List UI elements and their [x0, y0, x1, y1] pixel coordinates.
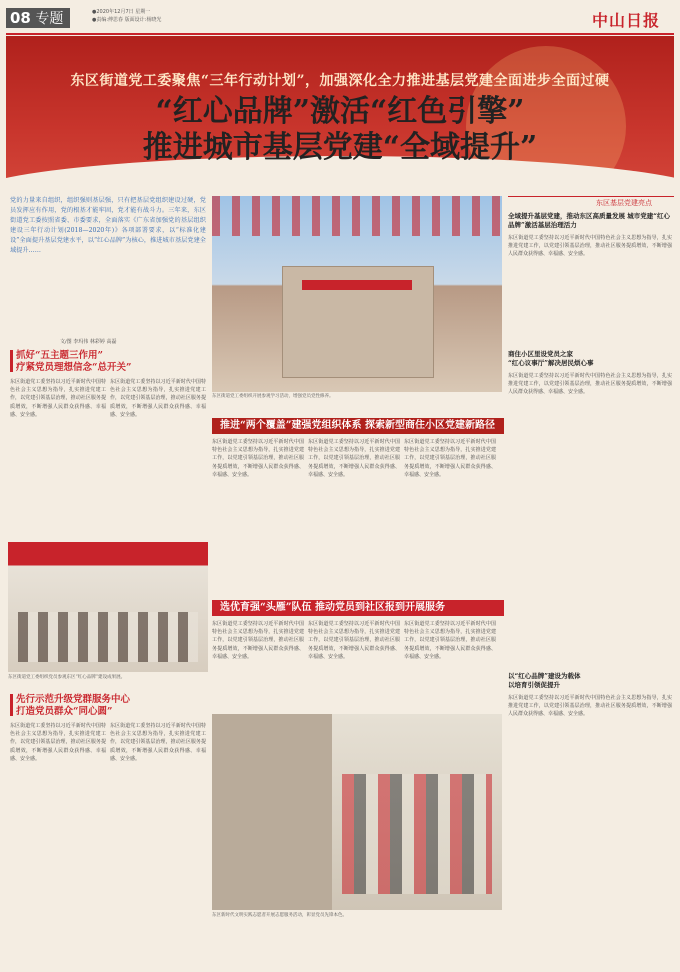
- section-name: 专题: [35, 11, 64, 27]
- page-number-badge: [6, 8, 70, 28]
- date-line: ●2020年12月7日 星期一: [92, 9, 151, 15]
- header-rule: [6, 33, 674, 35]
- sidebar-item2-line2: “红心议事厅”解决居民烦心事: [508, 359, 594, 367]
- photo-caption-1: 东区街道党工委组织开展参观学习活动，增强党员党性修养。: [212, 394, 334, 399]
- section4-title-line1: 先行示范升级党群服务中心: [16, 694, 131, 705]
- section2-text-b: 东区街道党工委坚持以习近平新时代中国特色社会主义思想为指导，扎实推进党建工作，以党建引领基层治理，推动社区服务提质增效，不断增强人民群众获得感、幸福感、安全感。: [308, 439, 400, 478]
- section1-text-b: 东区街道党工委坚持以习近平新时代中国特色社会主义思想为指导，扎实推进党建工作，以党建引领基层治理，推动社区服务提质增效，不断增强人民群众获得感、幸福感、安全感。: [110, 379, 206, 418]
- section2-title-line1: 推进“两个覆盖”建强党组织体系: [220, 420, 362, 431]
- page-number: 08: [10, 9, 31, 27]
- building-sign: [302, 280, 412, 290]
- section3-title-line2: 推动党员到社区报到开展服务: [315, 602, 445, 613]
- editor-line: ●责编:傅思春 版面设计:杨晓光: [92, 17, 162, 23]
- title-banner: [6, 36, 674, 196]
- section1-title-line2: 疗紧党员理想信念“总开关”: [16, 362, 132, 373]
- sidebar-item3-line2: 以培育引领促提升: [508, 681, 560, 689]
- volunteers-group: [342, 774, 492, 894]
- intro-paragraph: 党的力量来自组织，组织强则基层强，只有把基层党组织建设过硬，党员发挥应有作用，党的根基才能牢固，党才能有战斗力。三年来，东区街道党工委按照省委、市委要求，全面落实《广东省加强党的基层组织建设三年行动计划(2018—2020年)》各项部署要求，以“标准化建设”全面提升基层党建水平，以“红心品牌”为核心，推进城市基层党建全域提升……: [10, 197, 206, 254]
- people-row: [18, 612, 198, 662]
- sidebar-text-2: 东区街道党工委坚持以习近平新时代中国特色社会主义思想为指导，扎实推进党建工作，以党建引领基层治理，推动社区服务提质增效，不断增强人民群众获得感、幸福感、安全感。: [508, 373, 672, 396]
- photo-caption-3: 东区新时代文明实践志愿者开展志愿服务活动，彰显党员先锋本色。: [212, 913, 347, 918]
- section4-bar: [10, 694, 13, 716]
- main-title-line2: 推进城市基层党建“全域提升”: [142, 130, 538, 165]
- section4-title-line2: 打造党员群众“同心圆”: [16, 706, 113, 717]
- section1-bar: [10, 350, 13, 372]
- meeting-photo: [8, 542, 208, 672]
- banner-kicker: 东区街道党工委聚焦“三年行动计划”，加强深化全力推进基层党建全面进步全面过硬: [70, 73, 610, 89]
- sidebar-lead-title: 全域提升基层党建，推动东区高质量发展 城市党建“红心品牌”激活基层治理活力: [508, 212, 671, 229]
- sidebar-item2-line1: 商住小区里设党员之家: [508, 350, 573, 358]
- newspaper-logo: 中山日报: [592, 11, 661, 30]
- section4-title: [16, 694, 206, 718]
- main-title: [6, 94, 674, 166]
- section3-text-b: 东区街道党工委坚持以习近平新时代中国特色社会主义思想为指导，扎实推进党建工作，以党建引领基层治理，推动社区服务提质增效，不断增强人民群众获得感、幸福感、安全感。: [308, 621, 400, 660]
- section3-text-a: 东区街道党工委坚持以习近平新时代中国特色社会主义思想为指导，扎实推进党建工作，以党建引领基层治理，推动社区服务提质增效，不断增强人民群众获得感、幸福感、安全感。: [212, 621, 304, 660]
- section3-title-line1: 选优育强“头雁”队伍: [220, 602, 312, 613]
- sidebar-item3-line1: 以“红心品牌”建设为载体: [508, 672, 581, 680]
- photo-caption-2: 东区街道党工委组织党员参观东区“红心品牌”建设成果展。: [8, 675, 126, 680]
- section2-title-line2: 探索新型商住小区党建新路径: [365, 420, 495, 431]
- author-line: 文/图 李玛伟 林彩婷 高磊: [60, 339, 117, 345]
- sidebar-tag: 东区基层党建亮点: [596, 199, 652, 207]
- section2-band: [212, 418, 504, 434]
- main-title-line1: “红心品牌”激活“红色引擎”: [155, 94, 525, 129]
- volunteer-photo: [212, 714, 502, 910]
- section3-band: [212, 600, 504, 616]
- section2-text-a: 东区街道党工委坚持以习近平新时代中国特色社会主义思想为指导，扎实推进党建工作，以党建引领基层治理，推动社区服务提质增效，不断增强人民群众获得感、幸福感、安全感。: [212, 439, 304, 478]
- section1-title: [16, 350, 206, 374]
- doorway-shape: [212, 714, 332, 910]
- header-meta: [92, 8, 161, 24]
- section3-text-c: 东区街道党工委坚持以习近平新时代中国特色社会主义思想为指导，扎实推进党建工作，以党建引领基层治理，推动社区服务提质增效，不断增强人民群众获得感、幸福感、安全感。: [404, 621, 496, 660]
- section4-text-a: 东区街道党工委坚持以习近平新时代中国特色社会主义思想为指导，扎实推进党建工作，以党建引领基层治理，推动社区服务提质增效，不断增强人民群众获得感、幸福感、安全感。: [10, 723, 106, 762]
- section4-text-b: 东区街道党工委坚持以习近平新时代中国特色社会主义思想为指导，扎实推进党建工作，以党建引领基层治理，推动社区服务提质增效，不断增强人民群众获得感、幸福感、安全感。: [110, 723, 206, 762]
- sidebar-text-3: 东区街道党工委坚持以习近平新时代中国特色社会主义思想为指导，扎实推进党建工作，以党建引领基层治理，推动社区服务提质增效，不断增强人民群众获得感、幸福感、安全感。: [508, 695, 672, 718]
- section1-text-a: 东区街道党工委坚持以习近平新时代中国特色社会主义思想为指导，扎实推进党建工作，以党建引领基层治理，推动社区服务提质增效，不断增强人民群众获得感、幸福感、安全感。: [10, 379, 106, 418]
- main-photo: [212, 196, 502, 392]
- section1-title-line1: 抓好“五主题三作用”: [16, 350, 103, 361]
- flags-decoration: [212, 196, 502, 236]
- sidebar-item2-title: [508, 350, 672, 368]
- section2-text-c: 东区街道党工委坚持以习近平新时代中国特色社会主义思想为指导，扎实推进党建工作，以党建引领基层治理，推动社区服务提质增效，不断增强人民群众获得感、幸福感、安全感。: [404, 439, 496, 478]
- sidebar-text-1: 东区街道党工委坚持以习近平新时代中国特色社会主义思想为指导，扎实推进党建工作，以党建引领基层治理，推动社区服务提质增效，不断增强人民群众获得感、幸福感、安全感。: [508, 235, 672, 258]
- sidebar-item3-title: [508, 672, 672, 690]
